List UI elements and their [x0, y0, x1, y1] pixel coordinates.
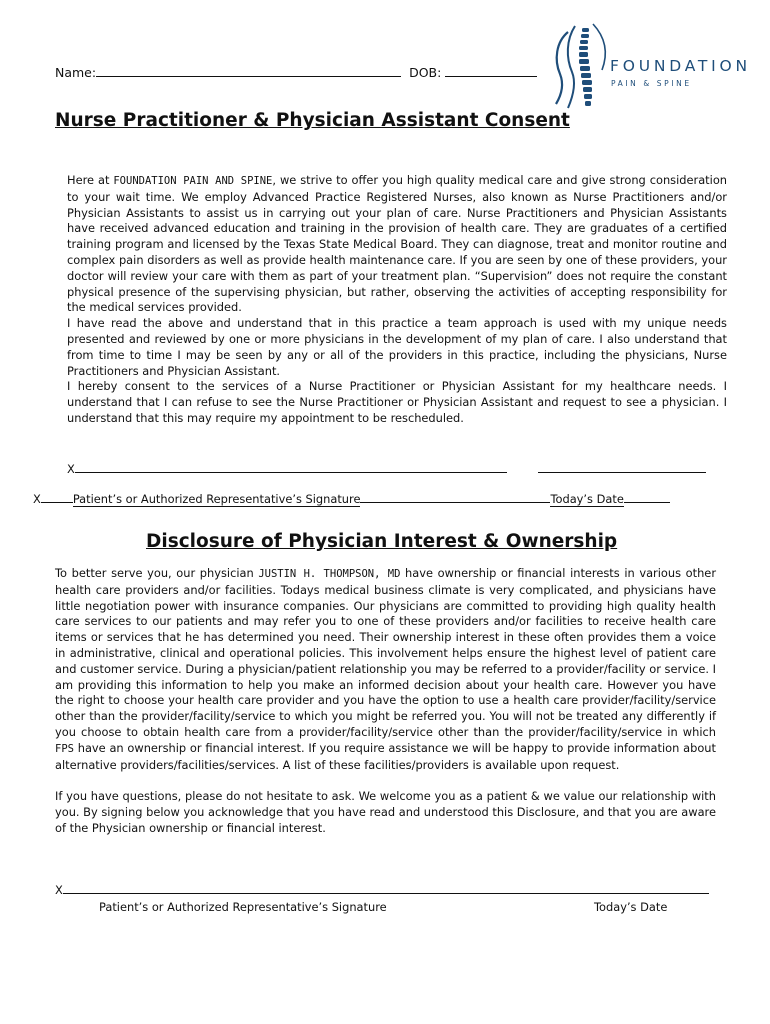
disclosure-body — [55, 566, 716, 837]
consent-date-field[interactable] — [538, 472, 706, 473]
consent-paragraph-1 — [67, 173, 727, 316]
consent-p1-intro: Here at — [67, 173, 114, 187]
disclosure-date-label: Today’s Date — [594, 900, 668, 914]
disclosure-sig-x: X — [55, 883, 63, 897]
consent-sig-prefix: X — [33, 492, 41, 506]
disclosure-paragraph-2: If you have questions, please do not hesitate to ask. We welcome you as a patient & we value our relationship with you. By signing below you acknowledge that you have read and understood this Disclosure, and that you are aware of the Physician ownership or financial interest. — [55, 789, 716, 835]
consent-paragraph-2: I have read the above and understand that in this practice a team approach is used with my unique needs presented and reviewed by one or more physicians in the development of my plan of care. I also understand that from time to time I may be seen by any or all of the providers in this practice, including the physicians, Nurse Practitioners and Physician Assistant. — [67, 316, 727, 378]
disclosure-signature-field[interactable] — [63, 882, 709, 894]
physician-name: JUSTIN H. THOMPSON, MD — [258, 568, 401, 580]
consent-date-label: Today’s Date — [550, 492, 624, 506]
logo — [548, 20, 763, 110]
disclosure-paragraph-1 — [55, 566, 716, 773]
disclosure-title: Disclosure of Physician Interest & Ownership — [146, 531, 618, 552]
disclosure-p1-end: have an ownership or financial interest. If you require assistance we will be happy to provide information about alternative providers/facilities/services. A list of these facilities/providers is available upon request. — [55, 740, 716, 772]
name-field[interactable] — [96, 64, 401, 77]
disclosure-signature-row — [55, 882, 709, 897]
consent-signature-row — [67, 461, 507, 476]
consent-sig-x: X — [67, 462, 75, 476]
fps-abbrev: FPS — [55, 742, 74, 755]
disclosure-signature-label: Patient’s or Authorized Representative’s Signature — [99, 900, 387, 914]
dob-field[interactable] — [445, 64, 537, 77]
brand-name: FOUNDATION — [610, 57, 751, 75]
consent-body — [67, 173, 727, 427]
disclosure-p1-mid: have ownership or financial interests in various other health care providers and/or facilities. Todays medical business climate is very complicated, and physicians have little negotiation power with insurance companies. Our physicians are committed to providing high quality health care services to our patients and may refer you to one of these providers and/or facilities to receive health care items or services that he has determined you need. Their ownership interest in these often provides them a voice in administrative, clinical and operational policies. This involvement helps ensure the highest level of patient care and customer service. During a physician/patient relationship you may be referred to a provider/facility or service. I am providing this information to help you make an informed decision about your health care. However you have the right to choose your health care provider and you have the option to use a health care provider/facility/service other than the provider/facility/service to which you might be referred you. You will not be treated any differently if you choose to obtain health care from a provider/facility/service other than the provider/facility/service in which — [55, 566, 716, 739]
spine-icon — [548, 20, 614, 110]
consent-signature-label: Patient’s or Authorized Representative’s Signature — [72, 492, 361, 506]
consent-p1-rest: , we strive to offer you high quality medical care and give strong consideration to your wait time. We employ Advanced Practice Registered Nurses, also known as Nurse Practitioners and/or Physician Assistants to assist us in carrying out your plan of care. Nurse Practitioners and Physician Assistants have received advanced education and training in the provision of health care. They are graduates of a certified training program and licensed by the Texas State Medical Board. They can diagnose, treat and monitor routine and complex pain disorders as well as provide health maintenance care. If you are seen by one of these providers, your doctor will review your care with them as part of your treatment plan. “Supervision” does not require the constant physical presence of the supervising physician, but rather, observing the activities of accepting responsibility for the medical services provided. — [67, 173, 728, 315]
name-dob-row — [55, 64, 537, 80]
consent-paragraph-3: I hereby consent to the services of a Nurse Practitioner or Physician Assistant for my healthcare needs. I understand that I can refuse to see the Nurse Practitioner or Physician Assistant and request to see a physician. I understand that this may require my appointment to be rescheduled. — [67, 379, 727, 425]
consent-signature-field[interactable] — [75, 461, 507, 473]
disclosure-p1-intro: To better serve you, our physician — [55, 566, 259, 580]
consent-sig-label-row — [33, 492, 670, 506]
brand-tagline: PAIN & SPINE — [611, 79, 692, 88]
dob-label: DOB: — [409, 65, 442, 80]
name-label: Name: — [55, 65, 97, 80]
consent-title: Nurse Practitioner & Physician Assistant Consent — [55, 110, 570, 131]
practice-name: FOUNDATION PAIN AND SPINE — [113, 175, 273, 187]
